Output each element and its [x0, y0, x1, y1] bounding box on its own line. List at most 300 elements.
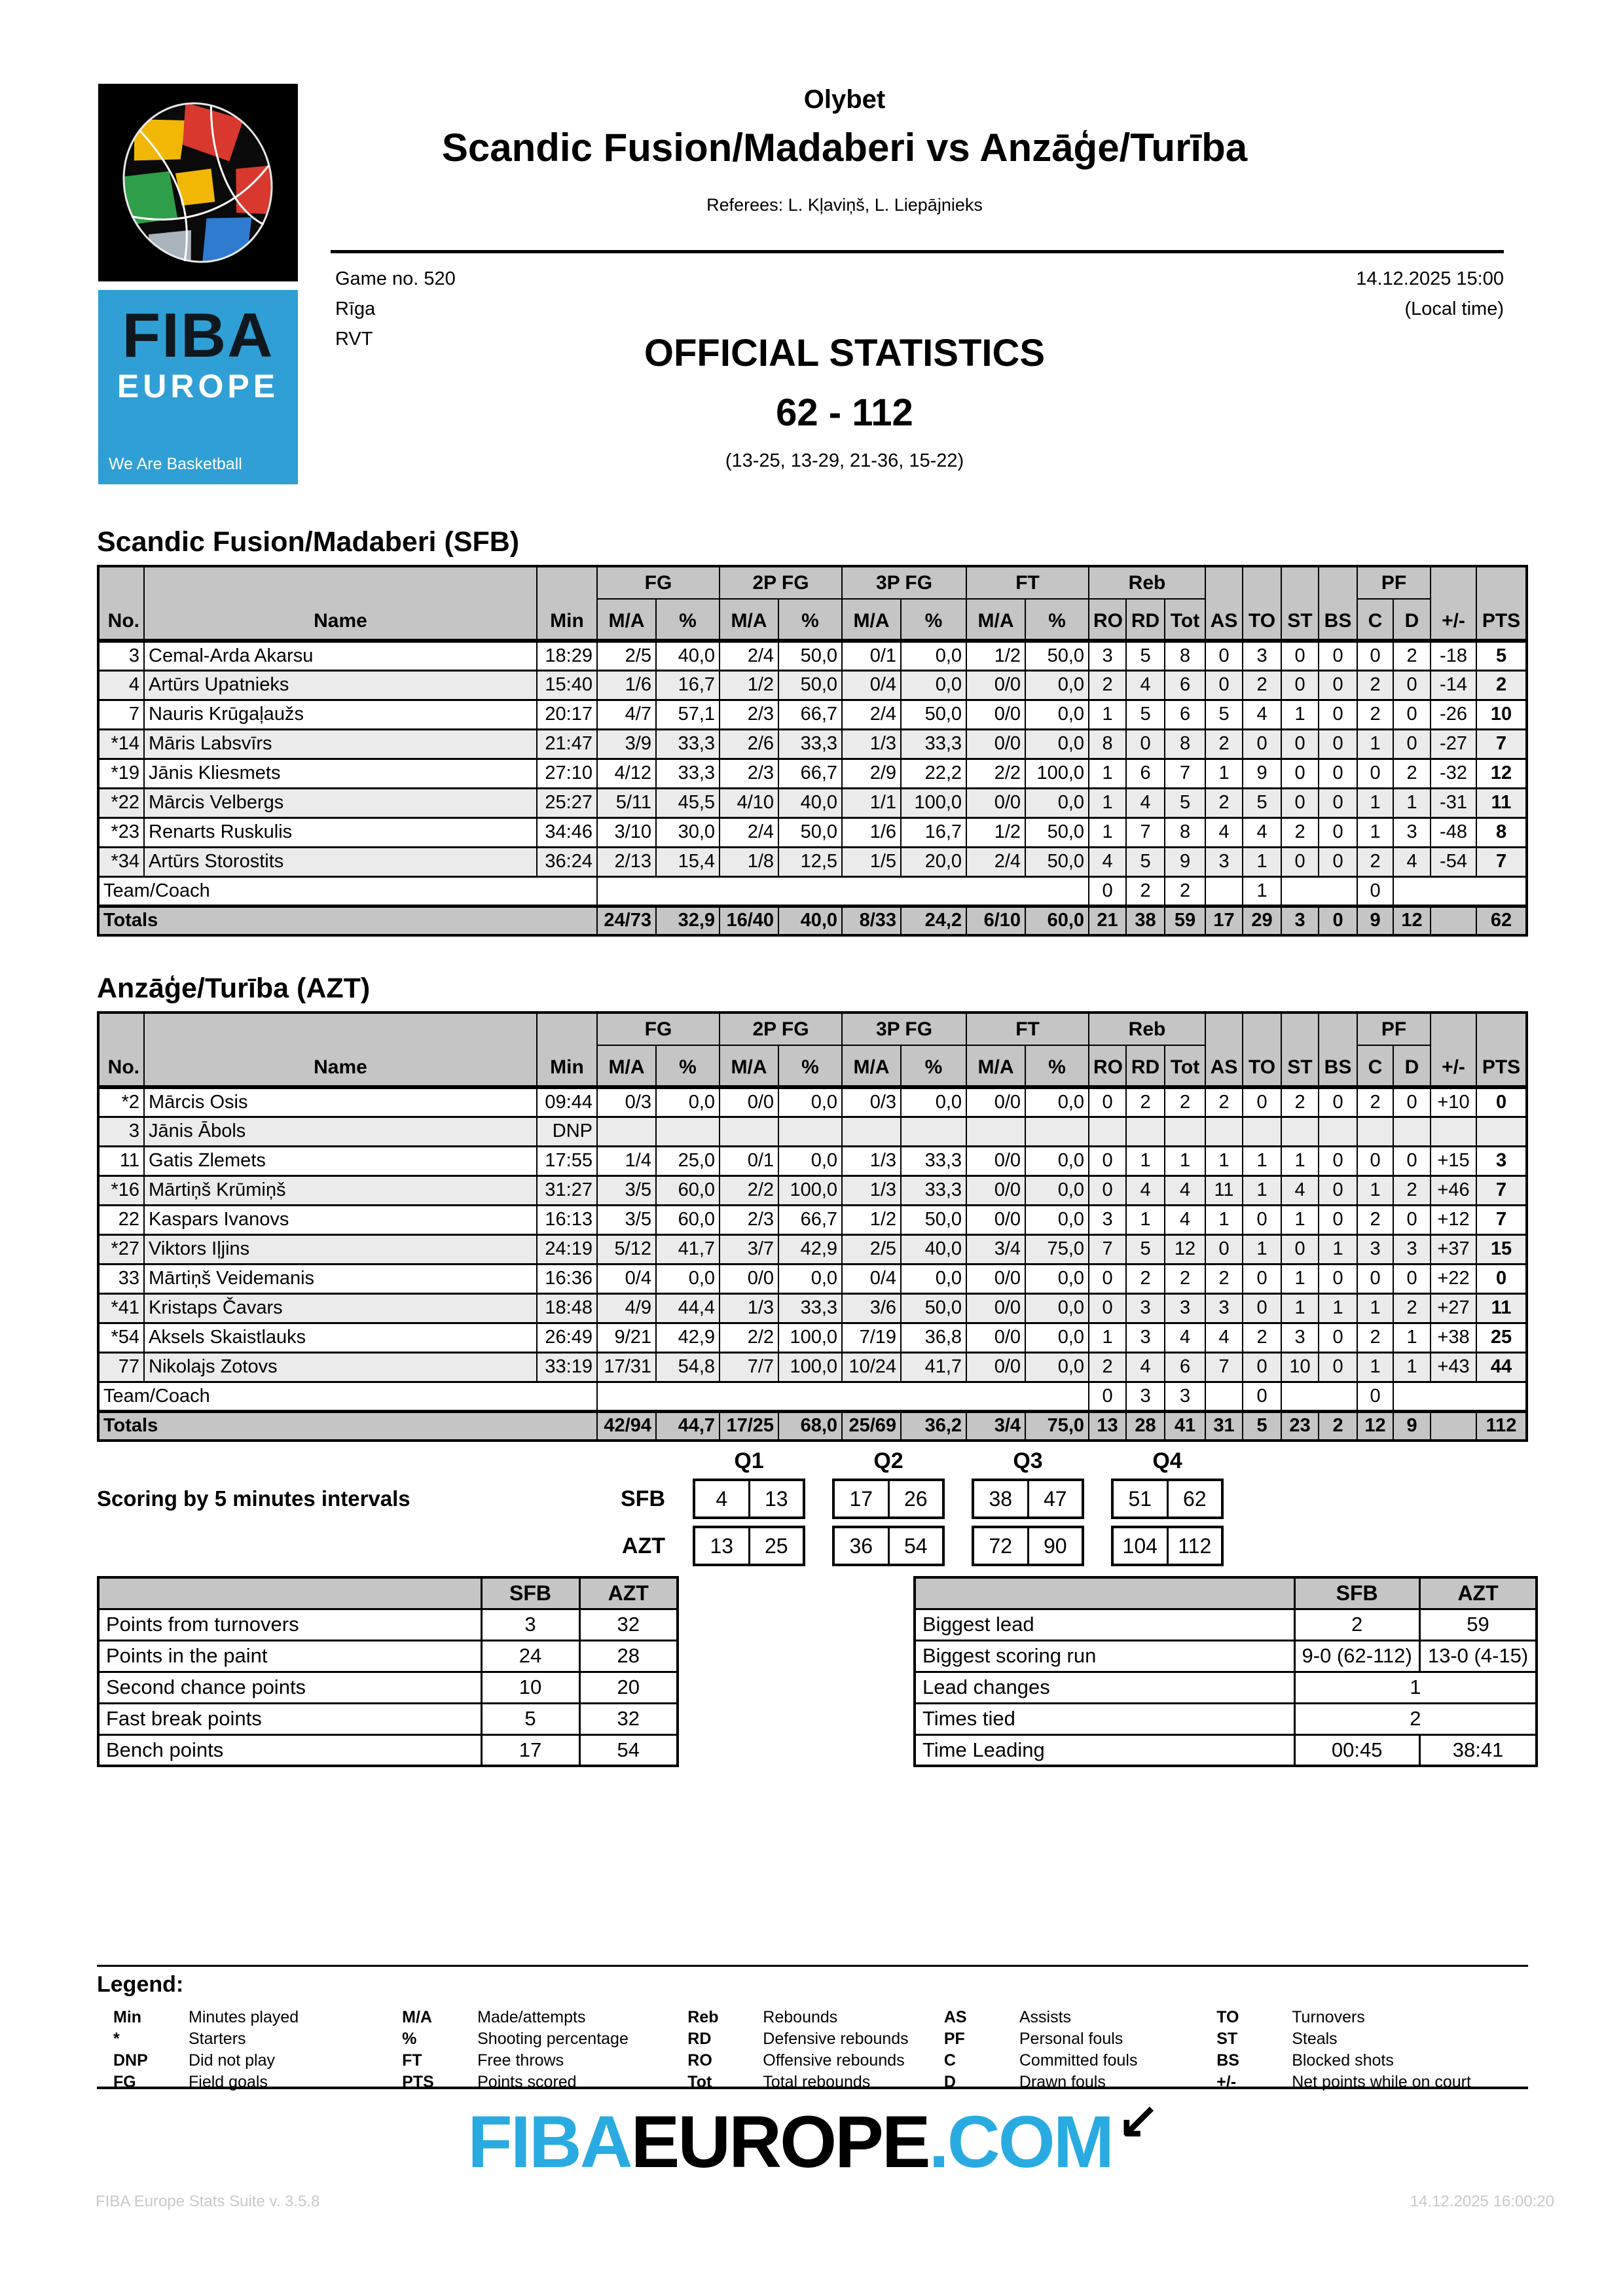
stat-pts: 15: [1476, 1234, 1527, 1264]
player-name: Viktors Iļjins: [144, 1234, 537, 1264]
stat-c: [1357, 1117, 1393, 1146]
stat-tot: 6: [1165, 1352, 1205, 1382]
player-no: *22: [98, 788, 144, 817]
legend-entry: FG Field goals: [113, 2073, 268, 2091]
stat-d: 1: [1393, 1352, 1431, 1382]
col-fg-pct: %: [656, 599, 720, 641]
stat-bs: 0: [1319, 729, 1357, 759]
player-row: [98, 641, 1527, 670]
stat-value-sfb: 2: [1294, 1609, 1419, 1640]
interval-value: 72: [989, 1534, 1013, 1558]
stat-3p-ma: [842, 1117, 901, 1146]
stat-rd: 6: [1126, 759, 1165, 788]
group-ft: FT: [966, 566, 1089, 599]
legend-entry: RD Defensive rebounds: [687, 2030, 909, 2048]
stat-min: 16:36: [537, 1264, 597, 1293]
group-pf: PF: [1357, 566, 1431, 599]
col-plusminus: +/-: [1431, 566, 1476, 641]
stat-bs: 0: [1319, 1205, 1357, 1234]
stat-ro: 1: [1089, 700, 1126, 729]
stat-ft-ma: 0/0: [966, 1087, 1025, 1117]
player-name: Mārcis Velbergs: [144, 788, 537, 817]
stat-min: 26:49: [537, 1323, 597, 1352]
stat-tot: 4: [1165, 1175, 1205, 1205]
stat-ro: 3: [1089, 641, 1126, 670]
stat-pts: 7: [1476, 847, 1527, 876]
fiba-logo-tagline: We Are Basketball: [109, 455, 242, 473]
player-row: [98, 1117, 1527, 1146]
stat-ft-pct: 0,0: [1025, 788, 1089, 817]
stat-3p-ma: 2/9: [842, 759, 901, 788]
stat-st: 3: [1281, 1323, 1319, 1352]
legend-entry: PF Personal fouls: [943, 2030, 1123, 2048]
stat-2p-pct: 100,0: [778, 1352, 842, 1382]
team-coach-label: Team/Coach: [98, 876, 597, 906]
player-row: [98, 1205, 1527, 1234]
stat-fg-pct: 25,0: [656, 1146, 720, 1175]
stat-ft-pct: 0,0: [1025, 1175, 1089, 1205]
stat-ft-pct: [1025, 1117, 1089, 1146]
stat-value-azt: 54: [579, 1734, 678, 1766]
stat-2p-pct: 50,0: [778, 641, 842, 670]
stat-3p-pct: 22,2: [901, 759, 966, 788]
stat-fg-ma: 0/4: [597, 1264, 656, 1293]
stat-as: 1: [1205, 1146, 1243, 1175]
stat-2p-ma: 2/6: [720, 729, 778, 759]
game-flow-row: [915, 1640, 1537, 1672]
game-flow-table: [913, 1576, 1538, 1767]
game-stat-row: [98, 1672, 678, 1703]
player-name: Artūrs Upatnieks: [144, 670, 537, 700]
box-score-table-sfb: [97, 565, 1528, 937]
stat-d: 2: [1393, 641, 1431, 670]
stat-3p-ma: 10/24: [842, 1352, 901, 1382]
col-as: AS: [1205, 1013, 1243, 1087]
group-2pfg: 2P FG: [720, 1013, 842, 1045]
stat-d: 4: [1393, 847, 1431, 876]
stat-ro: 4: [1089, 847, 1126, 876]
player-name: Mārtiņš Veidemanis: [144, 1264, 537, 1293]
stat-2p-pct: 66,7: [778, 1205, 842, 1234]
legend-entry: DNP Did not play: [113, 2051, 276, 2070]
player-row: [98, 1175, 1527, 1205]
stat-st: 0: [1281, 641, 1319, 670]
intervals-row-azt: [97, 1525, 1275, 1567]
generated-timestamp: 14.12.2025 16:00:20: [1410, 2193, 1554, 2210]
legend-entry: % Shooting percentage: [402, 2030, 629, 2048]
stat-rd: 4: [1126, 788, 1165, 817]
legend-column: [402, 2007, 687, 2093]
col-bs: BS: [1319, 566, 1357, 641]
player-name: Nikolajs Zotovs: [144, 1352, 537, 1382]
legend-entry: * Starters: [113, 2030, 246, 2048]
stat-label: Fast break points: [98, 1703, 481, 1734]
stat-2p-ma: [720, 1117, 778, 1146]
stat-ft-pct: 75,0: [1025, 1234, 1089, 1264]
stat-c: 0: [1357, 1264, 1393, 1293]
stat-2p-ma: 3/7: [720, 1234, 778, 1264]
box-score-table-azt: [97, 1011, 1528, 1442]
col-no: No.: [98, 1013, 144, 1087]
group-fg: FG: [597, 566, 720, 599]
stat-rd: 4: [1126, 1352, 1165, 1382]
stat-3p-pct: 50,0: [901, 700, 966, 729]
stat-st: 0: [1281, 1234, 1319, 1264]
stat-pts: 2: [1476, 670, 1527, 700]
col-plusminus: +/-: [1431, 1013, 1476, 1087]
stat-to: 1: [1243, 876, 1281, 906]
stat-rd: 5: [1126, 847, 1165, 876]
stat-fg-ma: 17/31: [597, 1352, 656, 1382]
game-number: Game no. 520: [335, 268, 456, 289]
col-pts: PTS: [1476, 566, 1527, 641]
stat-2p-pct: 12,5: [778, 847, 842, 876]
stat-to: 1: [1243, 1146, 1281, 1175]
interval-value: 47: [1027, 1481, 1082, 1516]
game-city: Rīga: [335, 298, 376, 319]
legend-column: [687, 2007, 944, 2093]
stat-3p-pct: 33,3: [901, 729, 966, 759]
match-title: Scandic Fusion/Madaberi vs Anzāģe/Turība: [441, 126, 1248, 170]
stat-plusminus: [1431, 1117, 1476, 1146]
interval-value: 4: [716, 1486, 728, 1511]
col-2p-pct: %: [778, 599, 842, 641]
stat-c: 1: [1357, 788, 1393, 817]
stat-3p-ma: 1/3: [842, 1175, 901, 1205]
stat-label: Biggest scoring run: [915, 1640, 1294, 1672]
stat-to: 2: [1243, 1323, 1281, 1352]
stat-bs: 0: [1319, 1352, 1357, 1382]
group-reb: Reb: [1089, 1013, 1205, 1045]
stat-ro: 0: [1089, 1382, 1126, 1411]
stat-tot: 1: [1165, 1146, 1205, 1175]
stat-d: 0: [1393, 1146, 1431, 1175]
tournament-name: Olybet: [803, 85, 886, 114]
stat-tot: 3: [1165, 1382, 1205, 1411]
stat-plusminus: -31: [1431, 788, 1476, 817]
stat-ft-pct: 0,0: [1025, 1352, 1089, 1382]
arrow-down-left-icon: ↙: [1118, 2092, 1158, 2148]
stat-3p-pct: [901, 1117, 966, 1146]
stat-rd: 2: [1126, 876, 1165, 906]
col-ft-ma: M/A: [966, 599, 1025, 641]
col-name: Name: [144, 1013, 537, 1087]
interval-box: [1111, 1526, 1224, 1566]
stat-2p-ma: 4/10: [720, 788, 778, 817]
legend-column: [944, 2007, 1216, 2093]
stat-ft-ma: 0/0: [966, 1205, 1025, 1234]
stat-3p-pct: 20,0: [901, 847, 966, 876]
stat-ro: 8: [1089, 729, 1126, 759]
stat-2p-ma: 7/7: [720, 1352, 778, 1382]
col-3p-ma: M/A: [842, 599, 901, 641]
player-row: [98, 1146, 1527, 1175]
stat-tot: 5: [1165, 788, 1205, 817]
intervals-label: Scoring by 5 minutes intervals: [97, 1486, 410, 1511]
stat-to: 0: [1243, 1382, 1281, 1411]
col-azt: AZT: [579, 1577, 678, 1609]
stat-bs: [1319, 1117, 1357, 1146]
stat-d: 3: [1393, 1234, 1431, 1264]
stat-d: 2: [1393, 1175, 1431, 1205]
legend-entry: RO Offensive rebounds: [687, 2051, 905, 2070]
col-st: ST: [1281, 566, 1319, 641]
stat-plusminus: +15: [1431, 1146, 1476, 1175]
stat-to: 0: [1243, 729, 1281, 759]
stat-c: 0: [1357, 641, 1393, 670]
stat-d: 1: [1393, 788, 1431, 817]
player-row: [98, 847, 1527, 876]
stat-label: Biggest lead: [915, 1609, 1294, 1640]
stat-ft-ma: 0/0: [966, 1352, 1025, 1382]
col-sfb: SFB: [1294, 1577, 1419, 1609]
stat-tot: 8: [1165, 729, 1205, 759]
col-fg-ma: M/A: [597, 599, 656, 641]
stat-to: 2: [1243, 670, 1281, 700]
stat-st: 0: [1281, 729, 1319, 759]
stat-2p-ma: 1/8: [720, 847, 778, 876]
stat-rd: 4: [1126, 1175, 1165, 1205]
player-row: [98, 1264, 1527, 1293]
interval-box: [1111, 1479, 1224, 1519]
stat-plusminus: +27: [1431, 1293, 1476, 1323]
stat-min: 27:10: [537, 759, 597, 788]
stat-to: 0: [1243, 1087, 1281, 1117]
interval-value: 51: [1128, 1486, 1152, 1511]
stat-ft-ma: 3/4: [966, 1234, 1025, 1264]
stat-d: 3: [1393, 817, 1431, 847]
stat-ro: 0: [1089, 1264, 1126, 1293]
stat-tot: 6: [1165, 670, 1205, 700]
stat-c: 3: [1357, 1234, 1393, 1264]
col-min: Min: [537, 566, 597, 641]
group-2pfg: 2P FG: [720, 566, 842, 599]
stat-3p-ma: 0/3: [842, 1087, 901, 1117]
legend-entry: M/A Made/attempts: [402, 2008, 586, 2026]
stat-min: 24:19: [537, 1234, 597, 1264]
team-title: Anzāģe/Turība (AZT): [97, 973, 371, 1004]
stat-rd: 5: [1126, 641, 1165, 670]
stat-fg-pct: 60,0: [656, 1175, 720, 1205]
stat-fg-ma: 3/9: [597, 729, 656, 759]
referees-line: Referees: L. Kļaviņš, L. Liepājnieks: [706, 195, 983, 215]
player-name: Cemal-Arda Akarsu: [144, 641, 537, 670]
stat-label: Points from turnovers: [98, 1609, 481, 1640]
stat-ft-ma: 0/0: [966, 1323, 1025, 1352]
stat-min: 31:27: [537, 1175, 597, 1205]
stat-c: 0: [1357, 759, 1393, 788]
stat-3p-pct: 36,8: [901, 1323, 966, 1352]
stat-value-azt: 32: [579, 1609, 678, 1640]
stat-plusminus: +12: [1431, 1205, 1476, 1234]
interval-value: 62: [1167, 1481, 1222, 1516]
stat-to: 1: [1243, 847, 1281, 876]
stat-as: 3: [1205, 847, 1243, 876]
stat-value-azt: 13-0 (4-15): [1419, 1640, 1537, 1672]
stat-as: 3: [1205, 1293, 1243, 1323]
stat-ft-pct: 50,0: [1025, 817, 1089, 847]
stat-3p-ma: 0/4: [842, 1264, 901, 1293]
stat-as: 1: [1205, 1205, 1243, 1234]
interval-box: [693, 1526, 805, 1566]
stat-2p-pct: 33,3: [778, 1293, 842, 1323]
stat-3p-ma: 1/6: [842, 817, 901, 847]
stat-rd: 1: [1126, 1205, 1165, 1234]
stat-ft-ma: 0/0: [966, 1264, 1025, 1293]
stat-pts: 7: [1476, 1205, 1527, 1234]
stat-ft-pct: 0,0: [1025, 729, 1089, 759]
stat-label: Bench points: [98, 1734, 481, 1766]
team-abbr: SFB: [621, 1486, 665, 1511]
player-no: 33: [98, 1264, 144, 1293]
stat-tot: 9: [1165, 847, 1205, 876]
stat-d: 0: [1393, 1264, 1431, 1293]
game-flow-row: [915, 1734, 1537, 1766]
col-2p-ma: M/A: [720, 599, 778, 641]
stat-fg-pct: 33,3: [656, 759, 720, 788]
game-venue: RVT: [335, 329, 373, 350]
legend-entry: AS Assists: [943, 2008, 1072, 2026]
intervals-row-sfb: [97, 1478, 1275, 1520]
interval-box: [832, 1526, 945, 1566]
legend-entry: Reb Rebounds: [687, 2008, 838, 2026]
stat-c: 1: [1357, 817, 1393, 847]
stat-3p-pct: 0,0: [901, 641, 966, 670]
game-stats-rows: [98, 1609, 678, 1766]
stat-min: 16:13: [537, 1205, 597, 1234]
stat-3p-pct: 40,0: [901, 1234, 966, 1264]
interval-box: [693, 1479, 805, 1519]
stat-fg-ma: [597, 1117, 656, 1146]
stat-ft-pct: 50,0: [1025, 847, 1089, 876]
stat-bs: 0: [1319, 700, 1357, 729]
stat-2p-pct: 42,9: [778, 1234, 842, 1264]
legend-entry: TO Turnovers: [1216, 2008, 1365, 2026]
stat-2p-pct: 66,7: [778, 759, 842, 788]
stat-3p-ma: 1/2: [842, 1205, 901, 1234]
team-abbr: AZT: [621, 1533, 665, 1558]
stat-value-sfb: 24: [481, 1640, 579, 1672]
stat-st: 4: [1281, 1175, 1319, 1205]
stat-rd: 4: [1126, 670, 1165, 700]
footer-meta: [96, 2193, 1554, 2211]
game-flow-row: [915, 1609, 1537, 1640]
stat-ft-ma: 0/0: [966, 1293, 1025, 1323]
stat-st: 10: [1281, 1352, 1319, 1382]
stat-to: 4: [1243, 700, 1281, 729]
team-coach-empty: [597, 876, 1089, 906]
stat-to: 4: [1243, 817, 1281, 847]
stat-fg-ma: 4/12: [597, 759, 656, 788]
team-title: Scandic Fusion/Madaberi (SFB): [97, 526, 520, 558]
stat-tot: 2: [1165, 1264, 1205, 1293]
game-flow-row: [915, 1672, 1537, 1703]
stat-pts: [1476, 1117, 1527, 1146]
stat-3p-pct: 33,3: [901, 1146, 966, 1175]
stat-min: 20:17: [537, 700, 597, 729]
stat-ft-pct: 0,0: [1025, 670, 1089, 700]
legend-column: [1216, 2007, 1528, 2093]
stat-ft-ma: 0/0: [966, 700, 1025, 729]
stat-min: 34:46: [537, 817, 597, 847]
player-row: [98, 1293, 1527, 1323]
stats-suite-version: FIBA Europe Stats Suite v. 3.5.8: [96, 2193, 320, 2210]
stat-rd: 5: [1126, 700, 1165, 729]
stat-value-sfb: 00:45: [1294, 1734, 1419, 1766]
col-rd: RD: [1126, 599, 1165, 641]
team-coach-empty: [597, 1382, 1089, 1411]
stat-rd: 0: [1126, 729, 1165, 759]
stat-3p-ma: 2/4: [842, 700, 901, 729]
stat-c: 2: [1357, 1323, 1393, 1352]
stat-pts: 5: [1476, 641, 1527, 670]
stat-c: 0: [1357, 1146, 1393, 1175]
stat-rd: 2: [1126, 1264, 1165, 1293]
stat-min: DNP: [537, 1117, 597, 1146]
stat-plusminus: +43: [1431, 1352, 1476, 1382]
stat-ro: 0: [1089, 1087, 1126, 1117]
player-no: *34: [98, 847, 144, 876]
stat-c: 2: [1357, 847, 1393, 876]
stat-pts: 3: [1476, 1146, 1527, 1175]
col-no: No.: [98, 566, 144, 641]
stat-fg-ma: 2/13: [597, 847, 656, 876]
stat-ft-pct: 50,0: [1025, 641, 1089, 670]
game-flow-row: [915, 1703, 1537, 1734]
stat-c: 0: [1357, 1382, 1393, 1411]
stat-d: 1: [1393, 1323, 1431, 1352]
stat-pts: 7: [1476, 1175, 1527, 1205]
stat-value-shared: 2: [1294, 1703, 1537, 1734]
interval-value: 112: [1167, 1528, 1222, 1564]
stat-fg-pct: 57,1: [656, 700, 720, 729]
stat-pts: 25: [1476, 1323, 1527, 1352]
legend-entry: D Drawn fouls: [943, 2073, 1106, 2091]
stat-min: 18:29: [537, 641, 597, 670]
brand-europe: EUROPE: [630, 2101, 929, 2183]
stat-ro: 0: [1089, 1293, 1126, 1323]
stat-2p-pct: 0,0: [778, 1087, 842, 1117]
stat-as: 2: [1205, 788, 1243, 817]
stat-value-azt: 38:41: [1419, 1734, 1537, 1766]
stat-2p-pct: 0,0: [778, 1264, 842, 1293]
stat-fg-pct: 45,5: [656, 788, 720, 817]
stat-fg-ma: 4/7: [597, 700, 656, 729]
stat-bs: 1: [1319, 1234, 1357, 1264]
page-header: [196, 85, 1493, 215]
legend-entry: C Committed fouls: [943, 2051, 1138, 2070]
stat-c: 1: [1357, 1175, 1393, 1205]
stat-2p-pct: 33,3: [778, 729, 842, 759]
stat-3p-pct: 0,0: [901, 670, 966, 700]
stat-bs: 0: [1319, 1323, 1357, 1352]
player-no: 4: [98, 670, 144, 700]
stat-fg-pct: 42,9: [656, 1323, 720, 1352]
stat-ft-pct: 0,0: [1025, 1264, 1089, 1293]
stat-as: 5: [1205, 700, 1243, 729]
fibaeurope-com-logo: [97, 2087, 1528, 2182]
stat-bs: 0: [1319, 641, 1357, 670]
stat-value-sfb: 17: [481, 1734, 579, 1766]
col-tot: Tot: [1165, 599, 1205, 641]
stat-min: 25:27: [537, 788, 597, 817]
player-name: Kaspars Ivanovs: [144, 1205, 537, 1234]
stat-fg-pct: 33,3: [656, 729, 720, 759]
group-ft: FT: [966, 1013, 1089, 1045]
stat-ro: 7: [1089, 1234, 1126, 1264]
stat-tot: 3: [1165, 1293, 1205, 1323]
player-row: [98, 1352, 1527, 1382]
